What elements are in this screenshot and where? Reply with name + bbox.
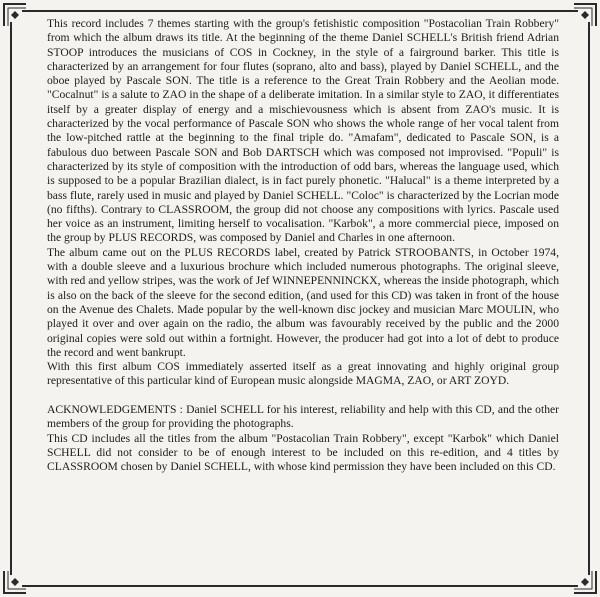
paragraph-significance: With this first album COS immediately asserted itself as a great innovating and highly original group representative of this particular kind of European music alongside MAGMA, ZAO, or ART ZOYD.: [47, 360, 559, 388]
paragraph-tracks: This record includes 7 themes starting with the group's fetishistic composition "Postacolian Train Robbery" from which the album draws its title. At the beginning of the theme Daniel SCHELL's British friend Adrian STOOP introduces the musicians of COS in Cockney, in the style of a fairground barker. This title is characterized by an arrangement for four flutes (soprano, alto and bass), played by Daniel SCHELL, and the oboe played by Pascale SON. The title is a reference to the Great Train Robbery and the Aeolian mode. "Cocalnut" is a salute to ZAO in the shape of a deliberate imitation. In a similar style to ZAO, it differentiates itself by a greater display of energy and a mischievousness which is absent from ZAO's music. It is characterized by the vocal performance of Pascale SON who shows the whole range of her vocal talent from the low-pitched rattle at the beginning to the final triple do. "Amafam", dedicated to Pascale SON, is a fabulous duo between Pascale SON and Bob DARTSCH which was composed not improvised. "Populi" is characterized by its style of composition with the introduction of odd bars, whereas the language used, which is supposed to be a popular Brazilian dialect, is in fact purely phonetic. "Halucal" is a theme interpreted by a bass flute, rarely used in music and played by Daniel SCHELL. "Coloc" is characterized by the Locrian mode (no fifths). Contrary to CLASSROOM, the group did not choose any compositions with lyrics. Pascale used her voice as an instrument, limiting herself to vocalisation. "Karbok", a more commercial piece, imposed on the group by PLUS RECORDS, was composed by Daniel and Charles in one afternoon.: [47, 17, 559, 245]
frame-left-border: [10, 22, 12, 575]
corner-ornament-icon: [2, 569, 28, 595]
corner-ornament-icon: [572, 569, 598, 595]
liner-notes-text: [47, 17, 559, 475]
corner-ornament-icon: [572, 2, 598, 28]
paragraph-cd-contents: This CD includes all the titles from the album "Postacolian Train Robbery", except "Karbok" which Daniel SCHELL did not consider to be of enough interest to be included on this re-edition, and 4 titles by CLASSROOM chosen by Daniel SCHELL, with whose kind permission they have been included on this CD.: [47, 431, 559, 474]
frame-right-border: [588, 22, 590, 575]
paragraph-release: The album came out on the PLUS RECORDS label, created by Patrick STROOBANTS, in October 1974, with a double sleeve and a luxurious brochure which included numerous photographs. The original sleeve, with red and yellow stripes, was the work of Jef WINNEPENNINCKX, whereas the inside photograph, which is also on the back of the sleeve for the second edition, (and used for this CD) was taken in front of the house on the Avenue des Chalets. Made popular by the well-known disc jockey and musician Marc MOULIN, who played it over and over again on the radio, the album was favourably received by the public and the 2000 original copies were sold out within a fortnight. However, the producer had got into a lot of debt to produce the record and went bankrupt.: [47, 245, 559, 359]
corner-ornament-icon: [2, 2, 28, 28]
frame-bottom-border: [22, 585, 578, 587]
frame-top-border: [22, 10, 578, 12]
paragraph-acknowledgements: ACKNOWLEDGEMENTS : Daniel SCHELL for his interest, reliability and help with this CD, and the other members of the group for providing the photographs.: [47, 403, 559, 431]
